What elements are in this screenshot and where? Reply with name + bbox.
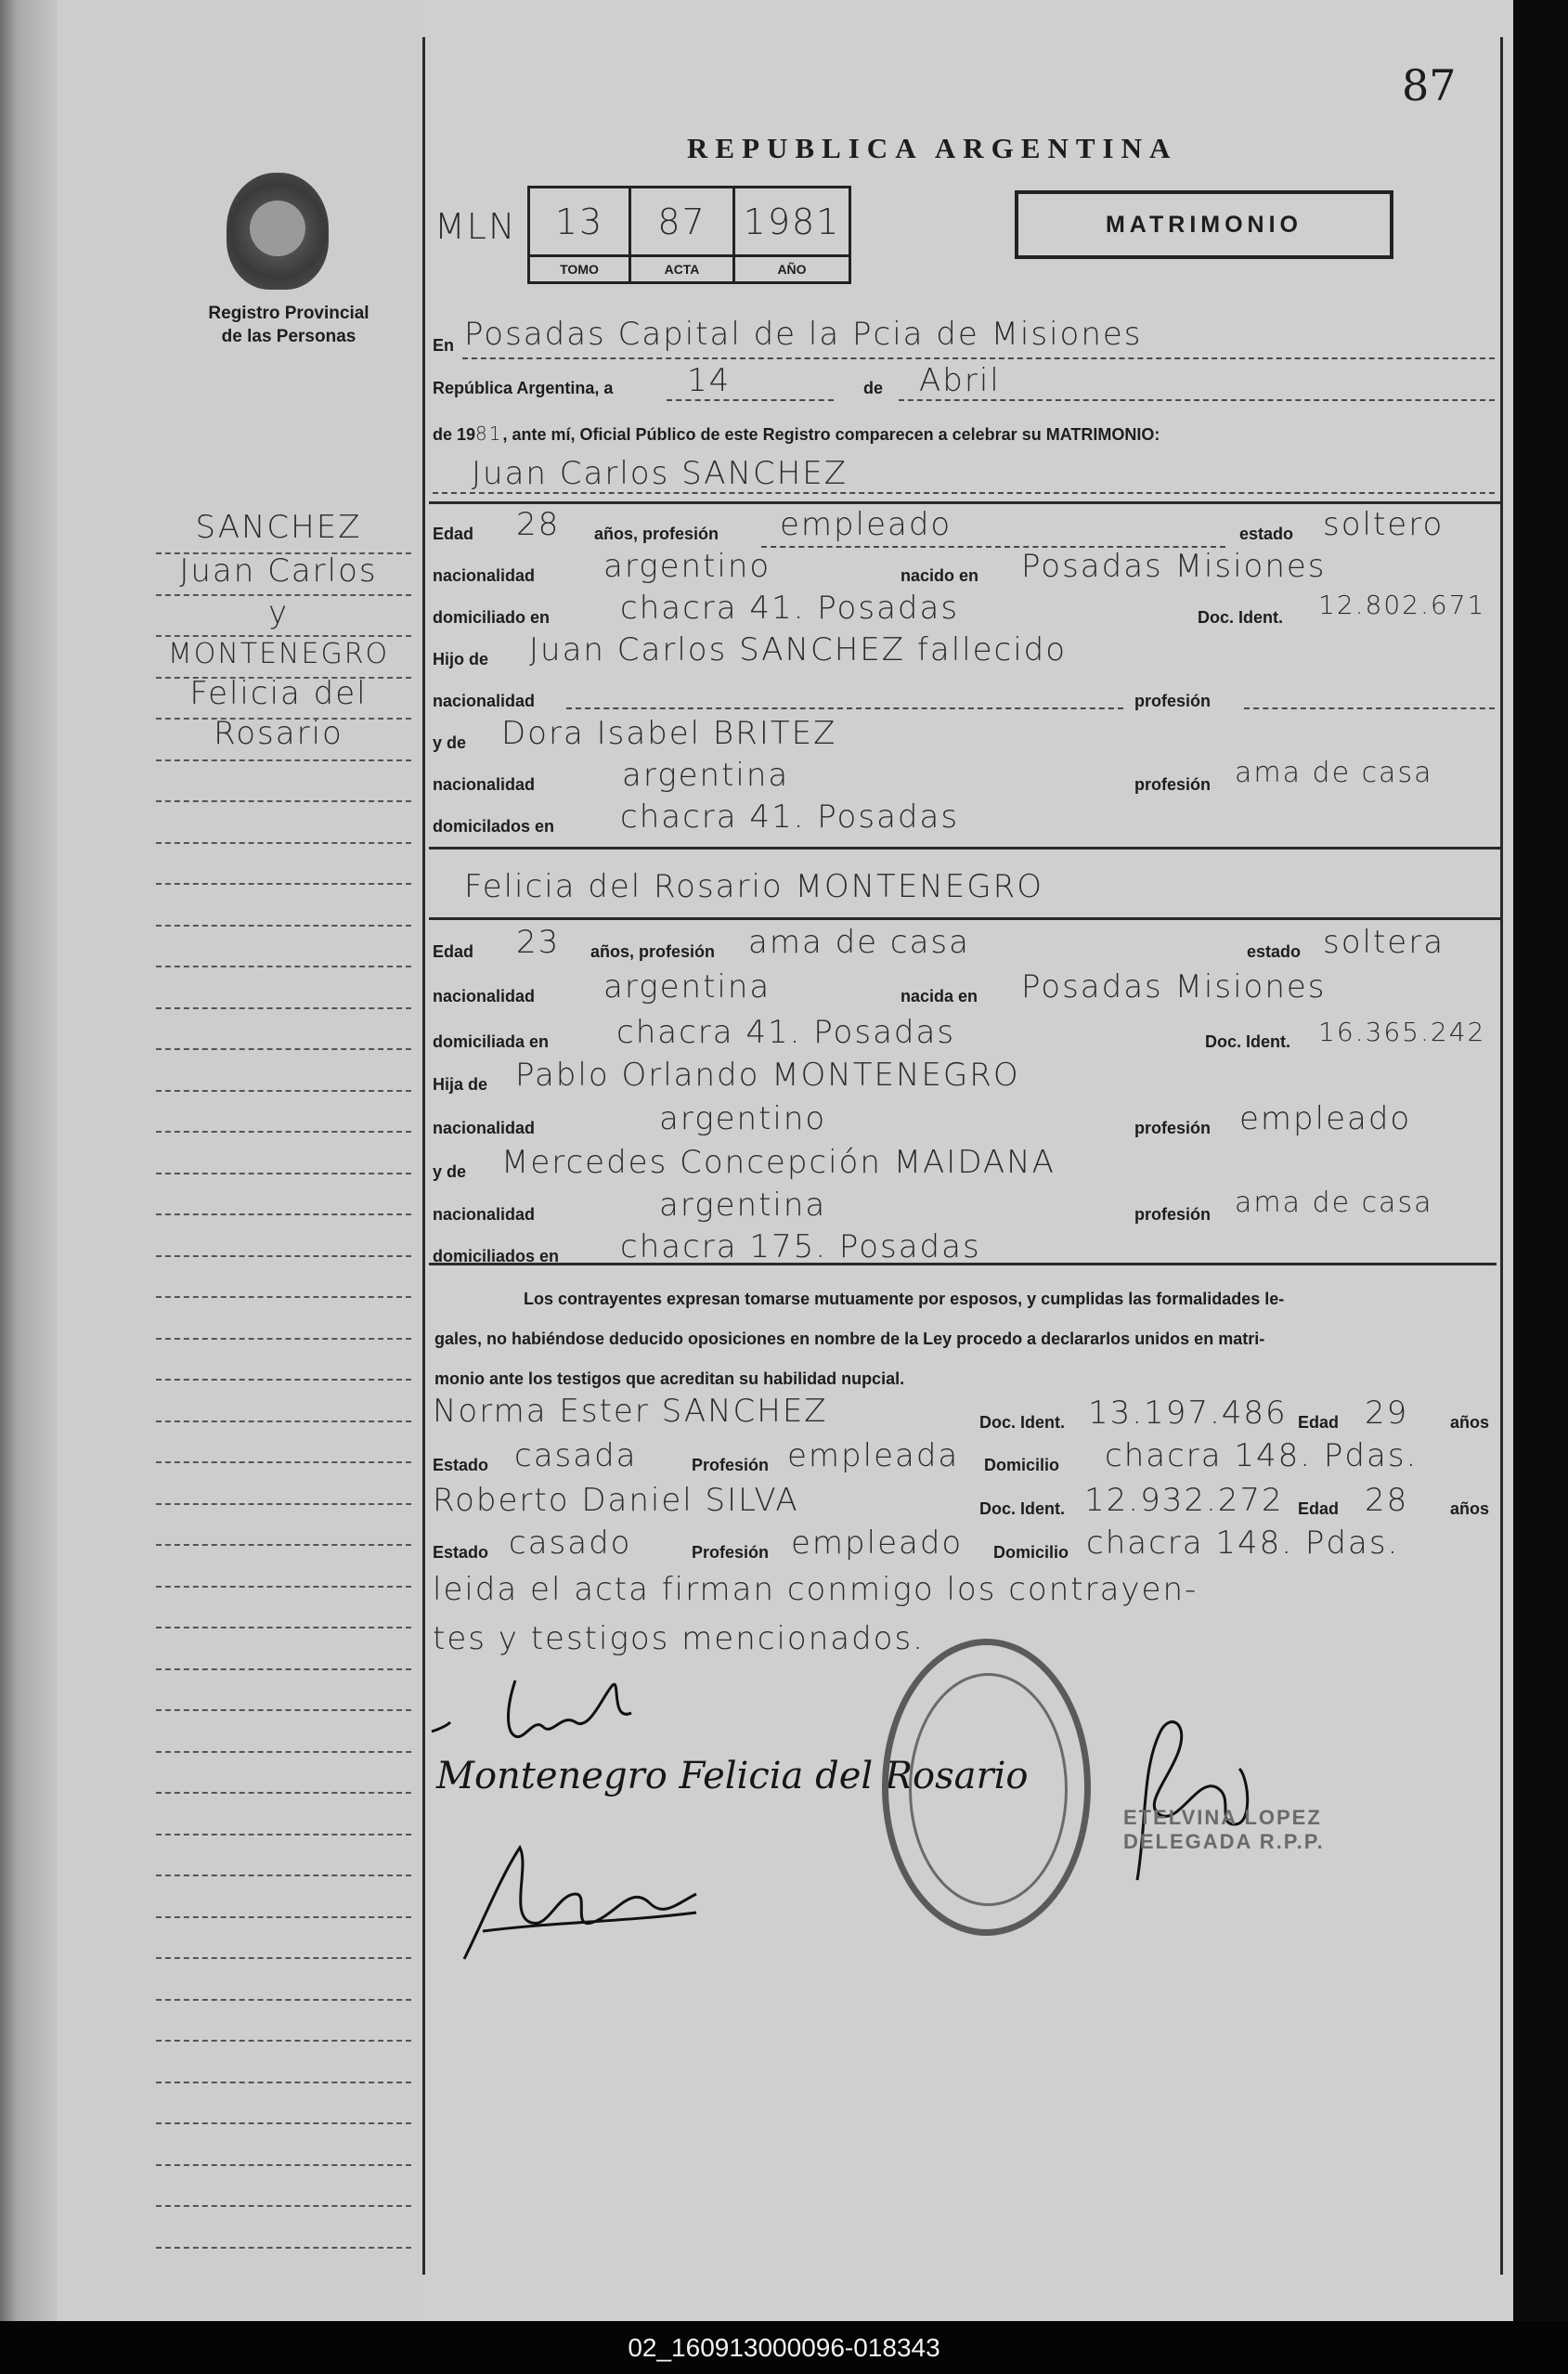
registry-name xyxy=(182,302,395,348)
left-margin-column xyxy=(58,0,424,2321)
groom-hijo-label: Hijo de xyxy=(433,650,489,668)
closing-line-1: leida el acta firman conmigo los contrayen- xyxy=(433,1571,1199,1608)
bride-signature: Montenegro Felicia del Rosario xyxy=(436,1755,1029,1797)
margin-ruled-line xyxy=(156,1379,411,1381)
margin-ruled-line xyxy=(156,1957,411,1959)
witness2-doc: 12.932.272 xyxy=(1084,1482,1284,1519)
margin-ruled-line xyxy=(156,842,411,844)
witness2-prof-label: Profesión xyxy=(692,1543,770,1562)
margin-ruled-line xyxy=(156,635,411,637)
bride-dom-padres: chacra 175. Posadas xyxy=(620,1228,981,1265)
groom-estado: soltero xyxy=(1323,506,1445,543)
bride-hija-label: Hija de xyxy=(433,1075,488,1094)
margin-ruled-line xyxy=(156,1048,411,1050)
margin-name-3: Rosario xyxy=(214,715,343,752)
witness2-doc-label: Doc. Ident. xyxy=(979,1499,1066,1518)
margin-ruled-line xyxy=(156,2082,411,2083)
witness1-estado-label: Estado xyxy=(433,1456,489,1474)
margin-ruled-line xyxy=(156,1503,411,1505)
margin-ruled-line xyxy=(156,1255,411,1257)
groom-doc-label: Doc. Ident. xyxy=(1198,608,1284,627)
groom-madre-prof-label: profesión xyxy=(1134,775,1212,794)
bride-doc: 16.365.242 xyxy=(1318,1017,1486,1047)
groom-nac-label: nacionalidad xyxy=(433,566,536,585)
margin-ruled-line xyxy=(156,2164,411,2166)
closing-line-2: tes y testigos mencionados. xyxy=(433,1620,925,1657)
delegate-stamp-name: ETELVINA LOPEZ xyxy=(1123,1806,1322,1829)
acta-value: 87 xyxy=(657,201,706,242)
ceremony-paragraph xyxy=(434,1279,1497,1399)
groom-dom-label: domiciliado en xyxy=(433,608,551,627)
delegate-signature xyxy=(1100,1694,1258,1908)
place-value: Posadas Capital de la Pcia de Misiones xyxy=(464,316,1143,353)
witness2-estado-label: Estado xyxy=(433,1543,489,1562)
witness1-edad: 29 xyxy=(1365,1395,1409,1432)
delegate-stamp-text xyxy=(1123,1806,1325,1854)
page-number: 87 xyxy=(1402,60,1457,110)
section-separator xyxy=(429,917,1500,920)
groom-padre-nac-label: nacionalidad xyxy=(433,692,536,710)
margin-ruled-line xyxy=(156,925,411,927)
bride-nac-label: nacionalidad xyxy=(433,987,536,1005)
margin-surname-2: MONTENEGRO xyxy=(167,638,390,670)
margin-ruled-line xyxy=(156,1421,411,1422)
groom-name-header: Juan Carlos SANCHEZ xyxy=(472,455,849,492)
bride-madre-prof: ama de casa xyxy=(1235,1187,1433,1219)
coat-of-arms-seal-icon xyxy=(227,173,329,290)
witness1-dom: chacra 148. Pdas. xyxy=(1105,1437,1419,1474)
en-label: En xyxy=(433,336,455,355)
witness1-name: Norma Ester SANCHEZ xyxy=(433,1393,828,1430)
witness2-dom: chacra 148. Pdas. xyxy=(1086,1524,1400,1562)
bride-profesion-label: años, profesión xyxy=(590,942,716,961)
witness1-doc-label: Doc. Ident. xyxy=(979,1413,1066,1432)
margin-ruled-line xyxy=(156,1586,411,1588)
groom-profesion: empleado xyxy=(780,506,952,543)
bride-madre-nac-label: nacionalidad xyxy=(433,1205,536,1224)
bride-edad: 23 xyxy=(516,924,561,961)
witness2-anos-label: años xyxy=(1450,1499,1490,1518)
groom-edad: 28 xyxy=(516,506,561,543)
bride-nacido-label: nacida en xyxy=(901,987,978,1005)
paragraph-line-3: monio ante los testigos que acreditan su habilidad nupcial. xyxy=(434,1369,905,1388)
groom-dom-padres: chacra 41. Posadas xyxy=(620,798,960,836)
witness1-edad-label: Edad xyxy=(1298,1413,1340,1432)
margin-ruled-line xyxy=(156,800,411,802)
dotted-line xyxy=(899,399,1495,401)
dotted-line xyxy=(667,399,834,401)
margin-surname-1: SANCHEZ xyxy=(195,509,362,546)
groom-edad-label: Edad xyxy=(433,525,474,543)
groom-madre: Dora Isabel BRITEZ xyxy=(501,715,837,752)
witness2-prof: empleado xyxy=(791,1524,964,1562)
groom-profesion-label: años, profesión xyxy=(594,525,719,543)
tomo-box xyxy=(527,186,631,284)
paragraph-line-2: gales, no habiéndose deducido oposiciones en nombre de la Ley procedo a declararlos unidos en matri- xyxy=(434,1330,1265,1348)
acta-label: ACTA xyxy=(631,254,732,281)
bride-edad-label: Edad xyxy=(433,942,474,961)
bride-madre-nac: argentina xyxy=(659,1187,827,1224)
bride-estado: soltera xyxy=(1323,924,1445,961)
margin-ruled-line xyxy=(156,759,411,761)
section-separator xyxy=(429,501,1500,504)
witness1-anos-label: años xyxy=(1450,1413,1490,1432)
dotted-line xyxy=(462,357,1495,359)
bride-padre-prof-label: profesión xyxy=(1134,1119,1212,1137)
dotted-line xyxy=(433,492,1495,494)
bride-padre: Pablo Orlando MONTENEGRO xyxy=(515,1057,1020,1094)
groom-doc: 12.802.671 xyxy=(1318,590,1486,620)
groom-madre-nac-label: nacionalidad xyxy=(433,775,536,794)
groom-dom-padres-label: domicilados en xyxy=(433,817,555,836)
groom-madre-prof: ama de casa xyxy=(1235,757,1433,789)
dotted-line xyxy=(566,707,1123,709)
groom-nacido-label: nacido en xyxy=(901,566,979,585)
witness2-estado: casado xyxy=(509,1524,632,1562)
margin-ruled-line xyxy=(156,1627,411,1628)
margin-ruled-line xyxy=(156,677,411,679)
document-type-box: MATRIMONIO xyxy=(1015,190,1393,259)
margin-ruled-line xyxy=(156,1544,411,1546)
groom-nacionalidad: argentino xyxy=(603,548,771,585)
bride-padre-nac: argentino xyxy=(659,1100,827,1137)
month-value: Abril xyxy=(919,362,1001,399)
registry-line-1: Registro Provincial xyxy=(208,304,369,323)
groom-estado-label: estado xyxy=(1239,525,1294,543)
bride-padre-prof: empleado xyxy=(1239,1100,1412,1137)
margin-ruled-line xyxy=(156,552,411,554)
margin-ruled-line xyxy=(156,1916,411,1918)
margin-ruled-line xyxy=(156,594,411,596)
bride-doc-label: Doc. Ident. xyxy=(1205,1032,1291,1051)
de-year-prefix: de 19 xyxy=(433,425,476,444)
bride-profesion: ama de casa xyxy=(748,924,970,961)
witness2-edad: 28 xyxy=(1365,1482,1409,1519)
witness2-dom-label: Domicilio xyxy=(993,1543,1069,1562)
bride-yde-label: y de xyxy=(433,1162,467,1181)
margin-ruled-line xyxy=(156,2040,411,2042)
margin-ruled-line xyxy=(156,1751,411,1753)
delegate-stamp-title: DELEGADA R.P.P. xyxy=(1123,1830,1325,1853)
tomo-value: 13 xyxy=(554,201,604,242)
acta-box xyxy=(628,186,735,284)
bride-name-header: Felicia del Rosario MONTENEGRO xyxy=(464,868,1043,905)
margin-ruled-line xyxy=(156,2122,411,2124)
margin-name-2: Felicia del xyxy=(189,675,368,712)
de-label: de xyxy=(863,379,884,397)
witness1-prof: empleada xyxy=(787,1437,960,1474)
margin-ruled-line xyxy=(156,1173,411,1174)
registry-line-2: de las Personas xyxy=(221,327,356,346)
official-stamp xyxy=(882,1639,1091,1936)
margin-ruled-line xyxy=(156,1090,411,1092)
margin-ruled-line xyxy=(156,1296,411,1298)
margin-ruled-line xyxy=(156,2247,411,2249)
groom-yde-label: y de xyxy=(433,733,467,752)
bride-nacido: Posadas Misiones xyxy=(1021,968,1327,1005)
bride-estado-label: estado xyxy=(1247,942,1302,961)
section-separator xyxy=(429,1263,1497,1265)
republica-label: República Argentina, a xyxy=(433,379,614,397)
anio-box xyxy=(732,186,851,284)
mln-note: MLN xyxy=(434,206,517,247)
groom-domicilio: chacra 41. Posadas xyxy=(620,590,960,627)
year-suffix: 81 xyxy=(475,422,503,445)
margin-ruled-line xyxy=(156,883,411,885)
margin-ruled-line xyxy=(156,1338,411,1340)
groom-madre-nac: argentina xyxy=(622,757,790,794)
margin-name-1: Juan Carlos xyxy=(179,552,378,590)
footer-filename: 02_160913000096-018343 xyxy=(0,2321,1568,2374)
de-year-label xyxy=(433,422,1160,445)
margin-ruled-line xyxy=(156,1007,411,1009)
ante-text: , ante mí, Oficial Público de este Registro comparecen a celebrar su MATRIMONIO: xyxy=(502,425,1160,444)
anio-value: 1981 xyxy=(743,201,841,242)
groom-signature xyxy=(427,1662,733,1764)
margin-ruled-line xyxy=(156,2205,411,2207)
bride-nacionalidad: argentina xyxy=(603,968,771,1005)
dotted-line xyxy=(1244,707,1495,709)
witness2-edad-label: Edad xyxy=(1298,1499,1340,1518)
margin-conj: y xyxy=(267,594,290,631)
margin-ruled-line xyxy=(156,966,411,967)
bride-dom-label: domiciliada en xyxy=(433,1032,550,1051)
document-title: REPUBLICA ARGENTINA xyxy=(687,132,1178,164)
officiant-signature xyxy=(446,1829,743,1987)
bride-domicilio: chacra 41. Posadas xyxy=(616,1014,956,1051)
paragraph-line-1: Los contrayentes expresan tomarse mutuamente por esposos, y cumplidas las formalidades le- xyxy=(524,1290,1285,1308)
witness2-name: Roberto Daniel SILVA xyxy=(433,1482,799,1519)
margin-ruled-line xyxy=(156,1461,411,1463)
margin-ruled-line xyxy=(156,1131,411,1133)
witness1-estado: casada xyxy=(514,1437,638,1474)
margin-ruled-line xyxy=(156,718,411,720)
margin-ruled-line xyxy=(156,1213,411,1215)
witness1-doc: 13.197.486 xyxy=(1088,1395,1288,1432)
margin-ruled-line xyxy=(156,1999,411,2001)
bride-madre: Mercedes Concepción MAIDANA xyxy=(501,1144,1056,1181)
groom-padre-prof-label: profesión xyxy=(1134,692,1212,710)
bride-madre-prof-label: profesión xyxy=(1134,1205,1212,1224)
bride-dom-padres-label: domiciliados en xyxy=(433,1247,560,1265)
groom-padre: Juan Carlos SANCHEZ fallecido xyxy=(529,631,1068,668)
day-value: 14 xyxy=(687,362,732,399)
anio-label: AÑO xyxy=(735,254,849,281)
witness1-dom-label: Domicilio xyxy=(984,1456,1060,1474)
column-divider xyxy=(422,37,425,2275)
book-spine xyxy=(0,0,58,2321)
margin-ruled-line xyxy=(156,1709,411,1711)
groom-nacido: Posadas Misiones xyxy=(1021,548,1327,585)
section-separator xyxy=(429,847,1500,850)
margin-ruled-line xyxy=(156,1834,411,1836)
right-border xyxy=(1500,37,1503,2275)
tomo-label: TOMO xyxy=(530,254,628,281)
margin-ruled-line xyxy=(156,1792,411,1794)
margin-ruled-line xyxy=(156,1668,411,1670)
bride-padre-nac-label: nacionalidad xyxy=(433,1119,536,1137)
margin-ruled-line xyxy=(156,1875,411,1876)
witness1-prof-label: Profesión xyxy=(692,1456,770,1474)
